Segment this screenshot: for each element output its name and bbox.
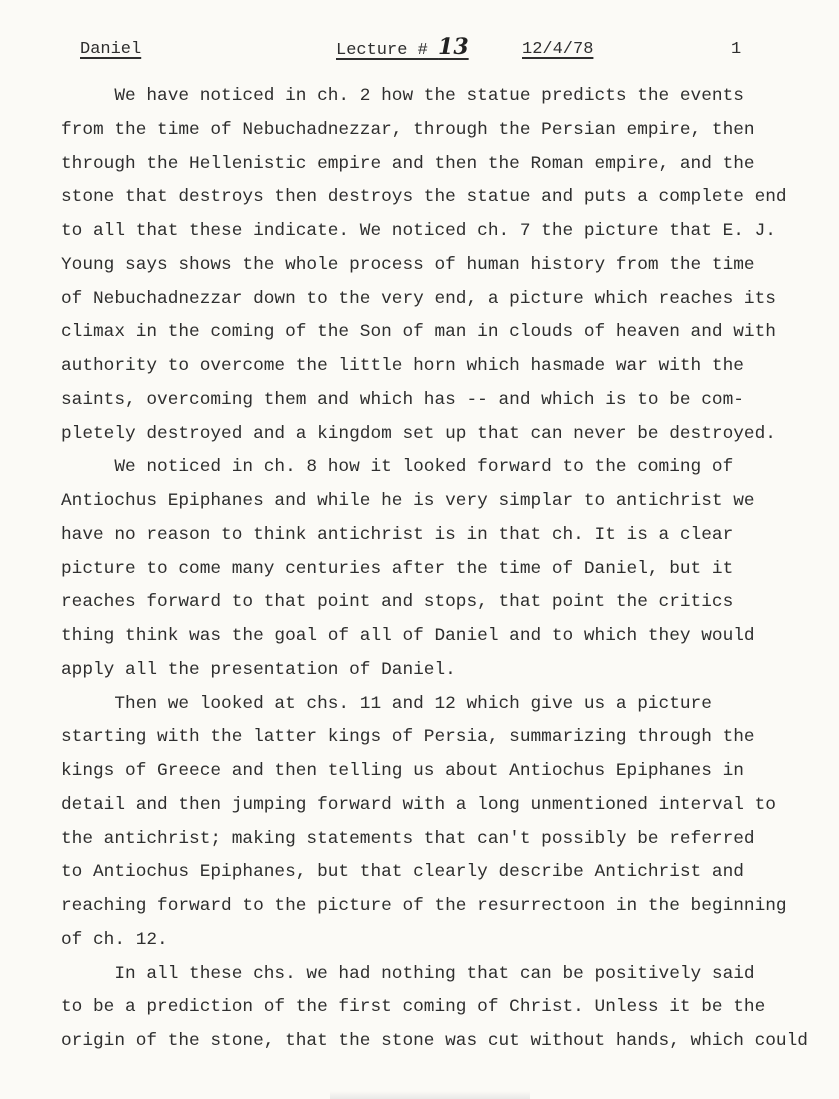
text-line: picture to come many centuries after the time of Daniel, but it [61,558,734,579]
lecture-number: 13 [438,34,469,60]
lecture-date: 12/4/78 [522,40,594,59]
text-line: pletely destroyed and a kingdom set up that can never be destroyed. [61,423,776,444]
document-body [61,80,831,1059]
text-line: Then we looked at chs. 11 and 12 which give us a picture [61,693,712,714]
text-line: apply all the presentation of Daniel. [61,659,456,680]
lecture-label: Lecture # [336,41,439,60]
text-line: starting with the latter kings of Persia, summarizing through the [61,727,755,748]
text-line: origin of the stone, that the stone was cut without hands, which could [61,1031,808,1051]
text-line: the antichrist; making statements that can't possibly be referred [61,828,755,849]
text-line: of ch. 12. [61,929,168,950]
page-number: 1 [731,40,742,59]
text-line: Young says shows the whole process of human history from the time [61,254,755,275]
text-line: of Nebuchadnezzar down to the very end, a picture which reaches its [61,288,776,309]
text-line: stone that destroys then destroys the statue and puts a complete end [61,187,787,208]
course-title: Daniel [80,40,142,59]
text-line: reaching forward to the picture of the resurrectoon in the beginning [61,896,787,916]
text-line: thing think was the goal of all of Daniel and to which they would [61,626,755,646]
text-line: We noticed in ch. 8 how it looked forward to the coming of [61,457,734,478]
text-line: saints, overcoming them and which has -- and which is to be com- [61,389,744,410]
text-line: to Antiochus Epiphanes, but that clearly describe Antichrist and [61,862,744,883]
text-line: through the Hellenistic empire and then the Roman empire, and the [61,153,755,174]
text-line: climax in the coming of the Son of man in clouds of heaven and with [61,322,776,343]
text-line: to be a prediction of the first coming of Christ. Unless it be the [61,997,766,1018]
text-line: We have noticed in ch. 2 how the statue predicts the events [61,86,744,106]
text-line: Antiochus Epiphanes and while he is very simplar to antichrist we [61,491,755,511]
lecture-heading [336,34,469,60]
text-line: authority to overcome the little horn which hasmade war with the [61,356,744,376]
scan-artifact [330,1091,530,1099]
text-line: kings of Greece and then telling us about Antiochus Epiphanes in [61,761,744,781]
text-line: to all that these indicate. We noticed ch. 7 the picture that E. J. [61,221,776,241]
text-line: from the time of Nebuchadnezzar, through the Persian empire, then [61,119,755,140]
text-line: reaches forward to that point and stops, that point the critics [61,592,734,613]
text-line: detail and then jumping forward with a long unmentioned interval to [61,794,776,815]
text-line: have no reason to think antichrist is in that ch. It is a clear [61,524,734,545]
text-line: In all these chs. we had nothing that can be positively said [61,963,755,984]
